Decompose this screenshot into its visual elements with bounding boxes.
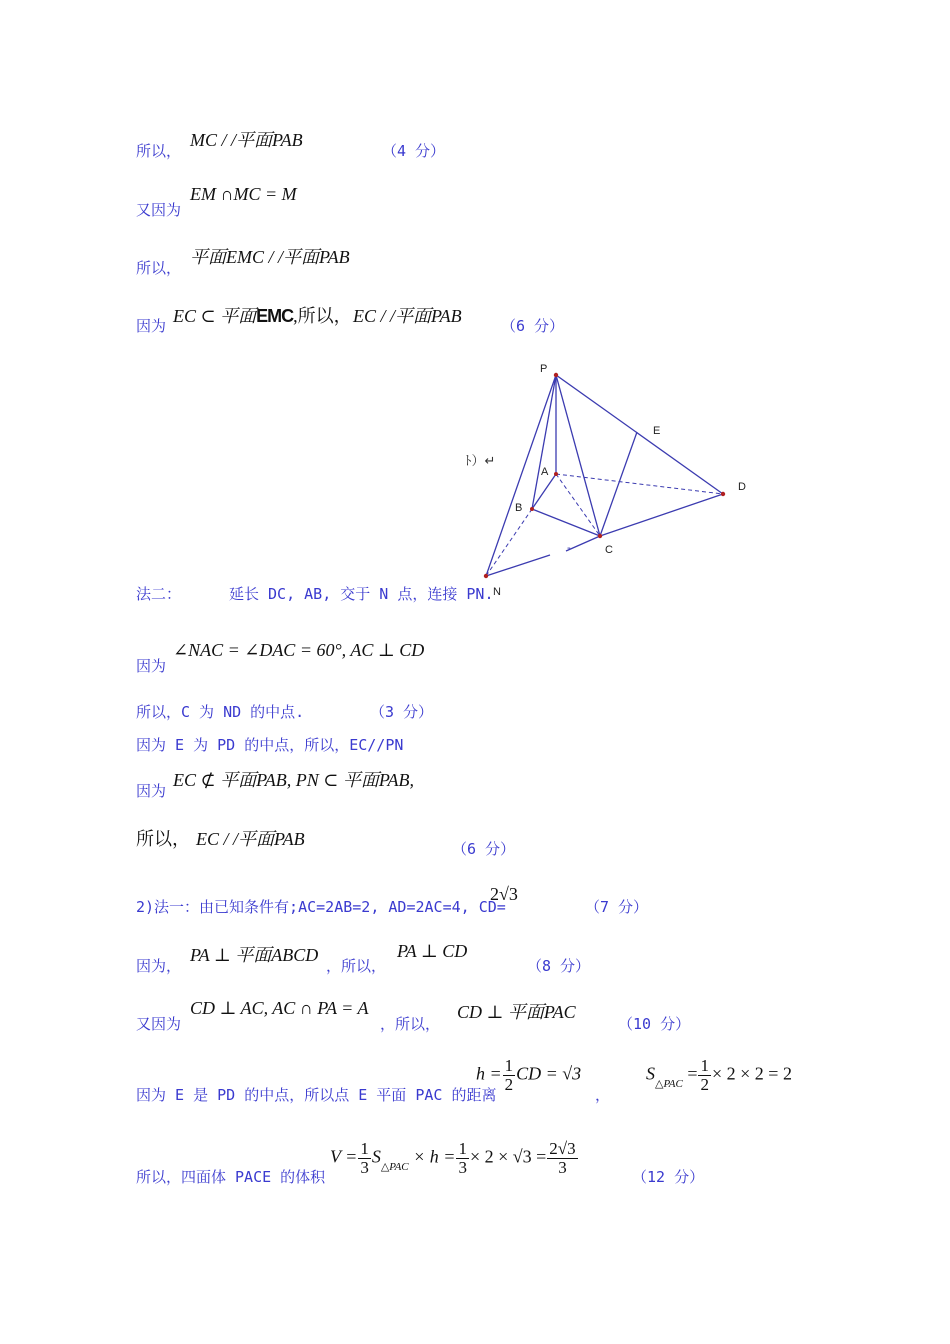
label-e: E (653, 425, 661, 437)
text-so-2: 所以， (136, 259, 182, 277)
text-because-4: 因为， (136, 957, 182, 975)
score-12: （12 分） (632, 1168, 705, 1186)
math-ec-subset-emc (173, 302, 352, 328)
math-h-formula (476, 1057, 581, 1094)
h-lhs: h = (476, 1063, 502, 1084)
math-pa-perp-cd: PA ⊥ CD (397, 941, 468, 961)
text-e-midpoint-pd: 因为 E 为 PD 的中点，所以，EC//PN (136, 736, 404, 754)
score-7: （7 分） (585, 898, 649, 916)
math-2-sqrt3: 2√3 (490, 884, 518, 904)
v-mid1: × h = (413, 1146, 456, 1167)
text-so: 所以， (136, 142, 182, 160)
text-so-5: ，所以， (380, 1015, 441, 1033)
math-volume-formula (330, 1140, 579, 1177)
frac-num-2: 1 (700, 1056, 709, 1075)
text-method2: 法二： (136, 585, 182, 603)
v-frac3-den: 3 (558, 1157, 567, 1177)
math-ec-subset: EC ⊂ 平面 (173, 306, 257, 326)
text-e-distance: 因为 E 是 PD 的中点，所以点 E 平面 PAC 的距离 (136, 1086, 497, 1104)
text-part2-method1: 2)法一：由已知条件有;AC=2AB=2, AD=2AC=4, CD= (136, 898, 506, 916)
s-symbol: S (646, 1063, 655, 1084)
text-because-3: 因为 (136, 782, 167, 800)
score-4: （4 分） (382, 142, 446, 160)
frac-num: 1 (504, 1056, 514, 1075)
math-ec-parallel-pab-2: EC / /平面PAB (196, 829, 305, 849)
label-c: C (605, 544, 613, 556)
v-lhs: V = (330, 1146, 358, 1167)
label-n: N (493, 586, 501, 598)
frac-den-2: 2 (700, 1074, 709, 1094)
text-so-4: ，所以， (326, 957, 387, 975)
v-frac2-num: 1 (458, 1139, 467, 1158)
v-s: S (371, 1146, 381, 1167)
s-rhs: × 2 × 2 = 2 (711, 1063, 792, 1084)
text-so-3: 所以， (136, 829, 190, 849)
math-angle-nac: ∠NAC = ∠DAC = 60°, AC ⊥ CD (173, 640, 425, 660)
v-mid2: × 2 × √3 = (469, 1146, 547, 1167)
stray-mark: ﾄ）↵ (465, 453, 496, 468)
label-b: B (515, 502, 523, 514)
math-cd-perp-pac: CD ⊥ 平面PAC (457, 1002, 576, 1022)
pyramid-figure (455, 355, 765, 600)
text-also-because: 又因为 (136, 201, 182, 219)
text-because-2: 因为 (136, 657, 167, 675)
math-ec-parallel-pab: EC / /平面PAB (353, 306, 462, 326)
text-extend-dc-ab: 延长 DC, AB, 交于 N 点，连接 PN. (229, 585, 494, 603)
math-pa-perp-abcd: PA ⊥ 平面ABCD (190, 945, 319, 965)
dash-mark: - (567, 542, 571, 554)
text-volume-pace: 所以，四面体 PACE 的体积 (136, 1168, 326, 1186)
v-s-sub: △PAC (380, 1161, 409, 1174)
v-frac3-num: 2√3 (549, 1139, 576, 1158)
math-em-cap-mc: EM ∩MC = M (190, 184, 297, 204)
s-eq: = (687, 1063, 698, 1084)
bold-emc: EMC (256, 306, 294, 326)
score-8: （8 分） (527, 957, 591, 975)
v-frac-den: 3 (360, 1157, 369, 1177)
s-subscript: △PAC (655, 1078, 683, 1091)
label-d: D (738, 481, 746, 493)
math-cd-perp-ac: CD ⊥ AC, AC ∩ PA = A (190, 998, 369, 1018)
label-a: A (541, 466, 549, 478)
text-so-comma: ,所以， (293, 306, 352, 326)
score-3: （3 分） (370, 703, 434, 721)
score-6: （6 分） (501, 317, 565, 335)
h-rhs: CD = √3 (516, 1063, 582, 1084)
math-mc-parallel-pab: MC / /平面PAB (190, 130, 303, 150)
text-also-because-2: 又因为 (136, 1015, 182, 1033)
v-frac-num: 1 (360, 1139, 369, 1158)
comma: ， (595, 1086, 611, 1104)
math-plane-emc-parallel: 平面EMC / /平面PAB (190, 247, 350, 267)
math-area-pac (646, 1057, 792, 1094)
math-ec-not-subset: EC ⊄ 平面PAB, PN ⊂ 平面PAB, (173, 770, 414, 790)
score-6-b: （6 分） (452, 840, 516, 858)
frac-den: 2 (504, 1074, 514, 1094)
text-c-midpoint: 所以，C 为 ND 的中点. (136, 703, 305, 721)
score-10: （10 分） (618, 1015, 691, 1033)
label-p: P (540, 363, 548, 375)
v-frac2-den: 3 (458, 1157, 467, 1177)
text-because: 因为 (136, 317, 167, 335)
